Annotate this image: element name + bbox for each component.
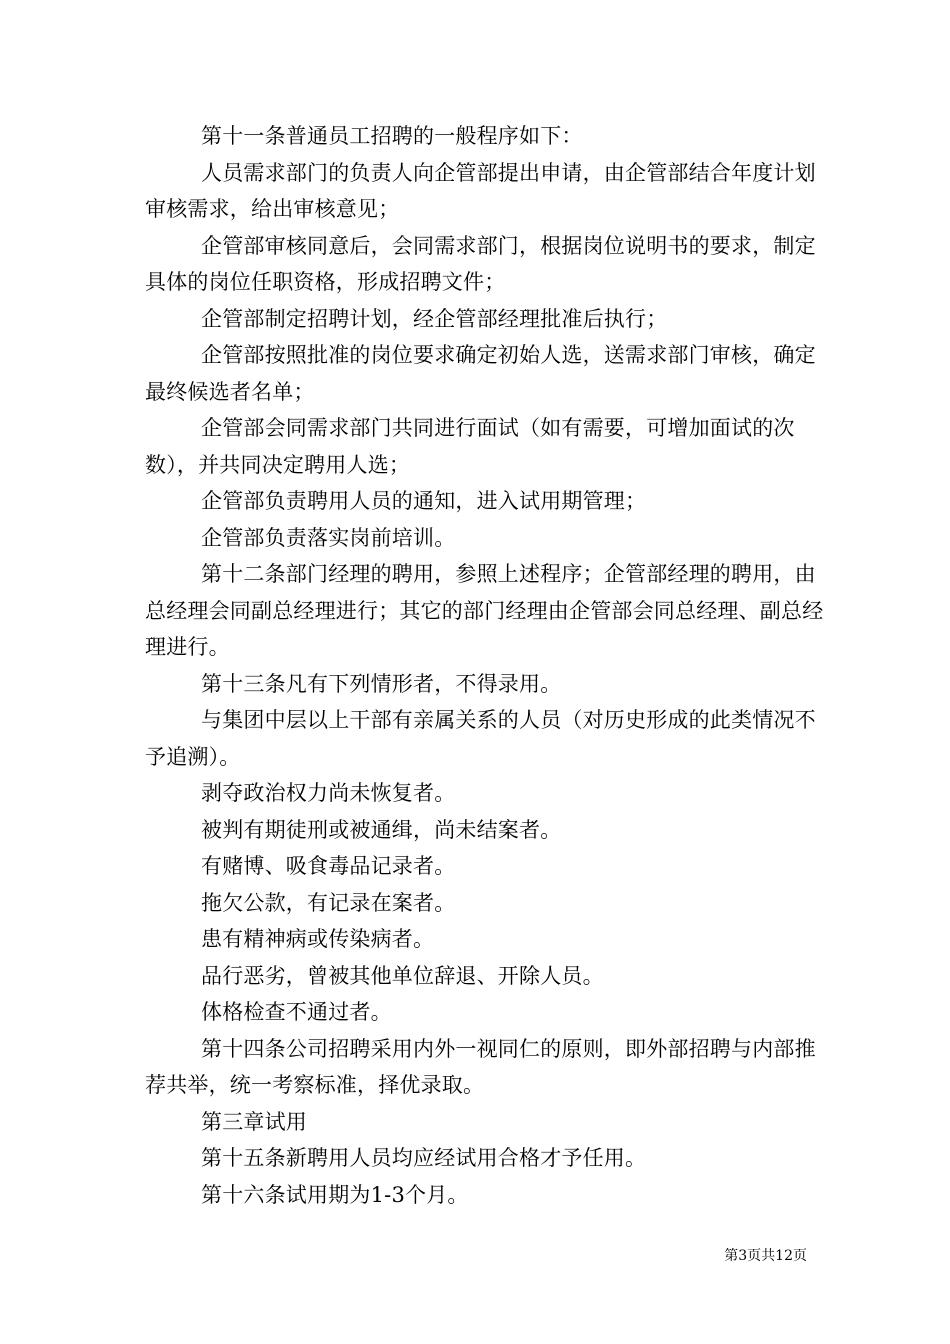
paragraph-condition-1: 与集团中层以上干部有亲属关系的人员（对历史形成的此类情况不予追溯）。 [145, 708, 816, 769]
paragraph-article-15: 第十五条新聘用人员均应经试用合格才予任用。 [201, 1146, 647, 1170]
paragraph-article-16: 第十六条试用期为1-3个月。 [201, 1182, 469, 1207]
paragraph-step-2: 企管部审核同意后，会同需求部门，根据岗位说明书的要求，制定具体的岗位任职资格，形成招聘文件； [145, 233, 816, 294]
paragraph-condition-7: 品行恶劣，曾被其他单位辞退、开除人员。 [201, 963, 604, 988]
document-body [145, 118, 825, 1213]
paragraph-article-12: 第十二条部门经理的聘用，参照上述程序；企管部经理的聘用，由总经理会同副总经理进行；其它的部门经理由企管部会同总经理、副总经理进行。 [145, 562, 824, 659]
paragraph-condition-6: 患有精神病或传染病者。 [201, 927, 435, 951]
page-footer [0, 1246, 950, 1266]
paragraph-step-4: 企管部按照批准的岗位要求确定初始人选，送需求部门审核，确定最终候选者名单； [145, 343, 816, 404]
paragraph-condition-2: 剥夺政治权力尚未恢复者。 [201, 781, 456, 805]
paragraph-article-11: 第十一条普通员工招聘的一般程序如下： [201, 124, 583, 148]
paragraph-condition-3: 被判有期徒刑或被通缉，尚未结案者。 [201, 817, 562, 842]
paragraph-condition-8: 体格检查不通过者。 [201, 1000, 392, 1024]
paragraph-step-3: 企管部制定招聘计划，经企管部经理批准后执行； [201, 306, 668, 331]
paragraph-step-5: 企管部会同需求部门共同进行面试（如有需要，可增加面试的次数），并共同决定聘用人选； [145, 416, 795, 477]
paragraph-condition-5: 拖欠公款，有记录在案者。 [201, 890, 456, 915]
paragraph-article-13: 第十三条凡有下列情形者，不得录用。 [201, 671, 562, 696]
paragraph-step-1: 人员需求部门的负责人向企管部提出申请，由企管部结合年度计划审核需求，给出审核意见； [145, 160, 816, 221]
paragraph-step-7: 企管部负责落实岗前培训。 [201, 525, 456, 550]
paragraph-step-6: 企管部负责聘用人员的通知，进入试用期管理； [201, 489, 647, 513]
paragraph-article-14: 第十四条公司招聘采用内外一视同仁的原则，即外部招聘与内部推荐共举，统一考察标准，择优录取。 [145, 1036, 816, 1097]
chapter-heading: 第三章试用 [201, 1109, 307, 1134]
page-number-label: 第3页共12页 [724, 1248, 807, 1264]
paragraph-condition-4: 有赌博、吸食毒品记录者。 [201, 854, 456, 878]
